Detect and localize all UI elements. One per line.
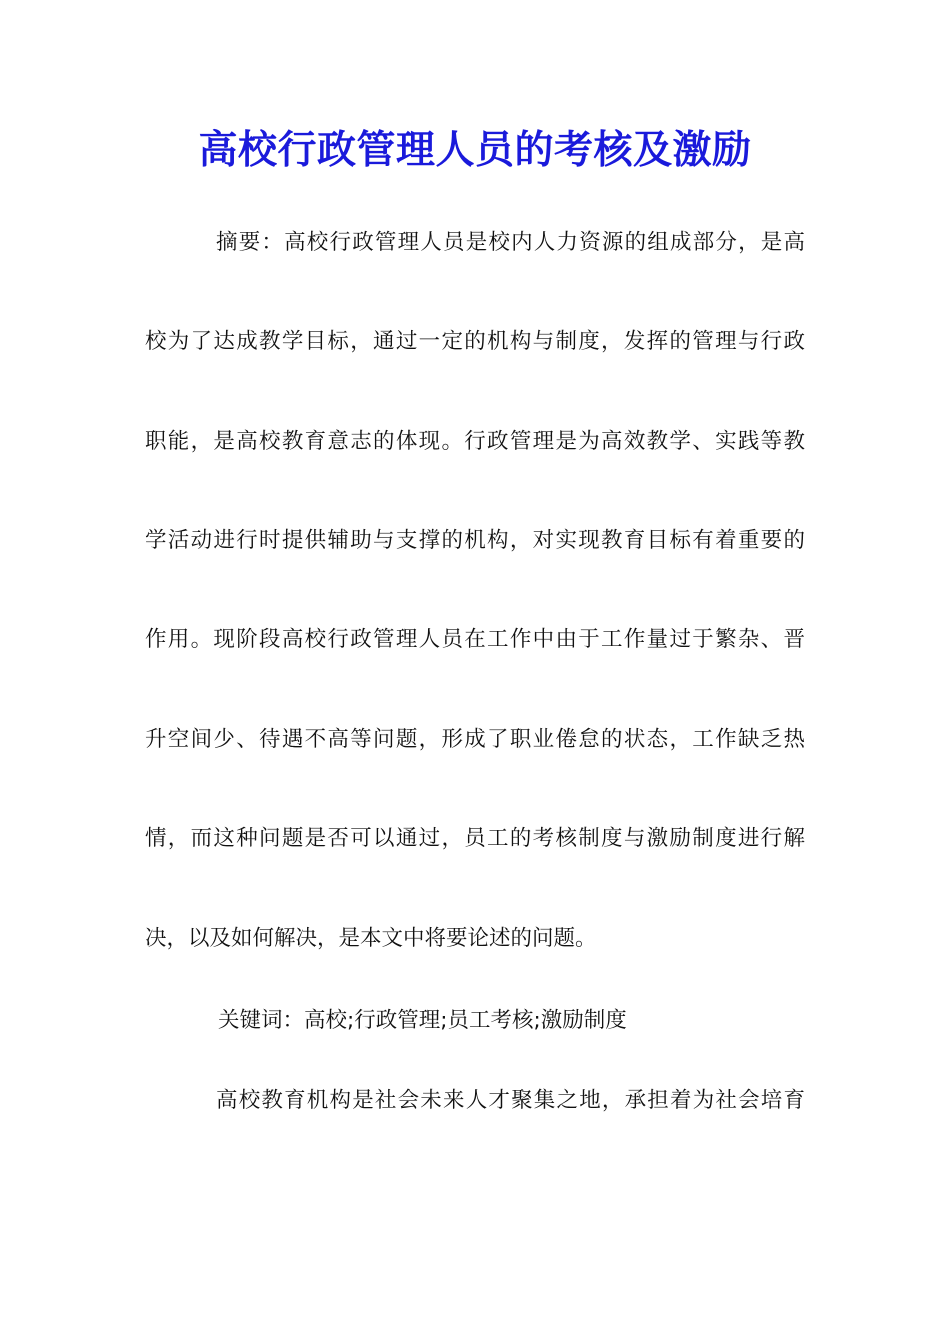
- body-paragraph-line: 高校教育机构是社会未来人才聚集之地，承担着为社会培育: [216, 1088, 805, 1113]
- abstract-line: 升空间少、待遇不高等问题，形成了职业倦怠的状态，工作缺乏热: [145, 727, 805, 752]
- abstract-line: 情，而这种问题是否可以通过，员工的考核制度与激励制度进行解: [145, 826, 805, 851]
- abstract-line: 学活动进行时提供辅助与支撑的机构，对实现教育目标有着重要的: [145, 528, 805, 553]
- abstract-line: 职能，是高校教育意志的体现。行政管理是为高效教学、实践等教: [145, 429, 805, 454]
- abstract-line: 决，以及如何解决，是本文中将要论述的问题。: [145, 926, 597, 951]
- abstract-line: 作用。现阶段高校行政管理人员在工作中由于工作量过于繁杂、晋: [145, 627, 805, 652]
- abstract-line: 摘要：高校行政管理人员是校内人力资源的组成部分，是高: [216, 230, 805, 255]
- keywords: 关键词：高校;行政管理;员工考核;激励制度: [218, 1008, 627, 1033]
- abstract-line: 校为了达成教学目标，通过一定的机构与制度，发挥的管理与行政: [145, 329, 805, 354]
- document-title: 高校行政管理人员的考核及激励: [198, 127, 752, 173]
